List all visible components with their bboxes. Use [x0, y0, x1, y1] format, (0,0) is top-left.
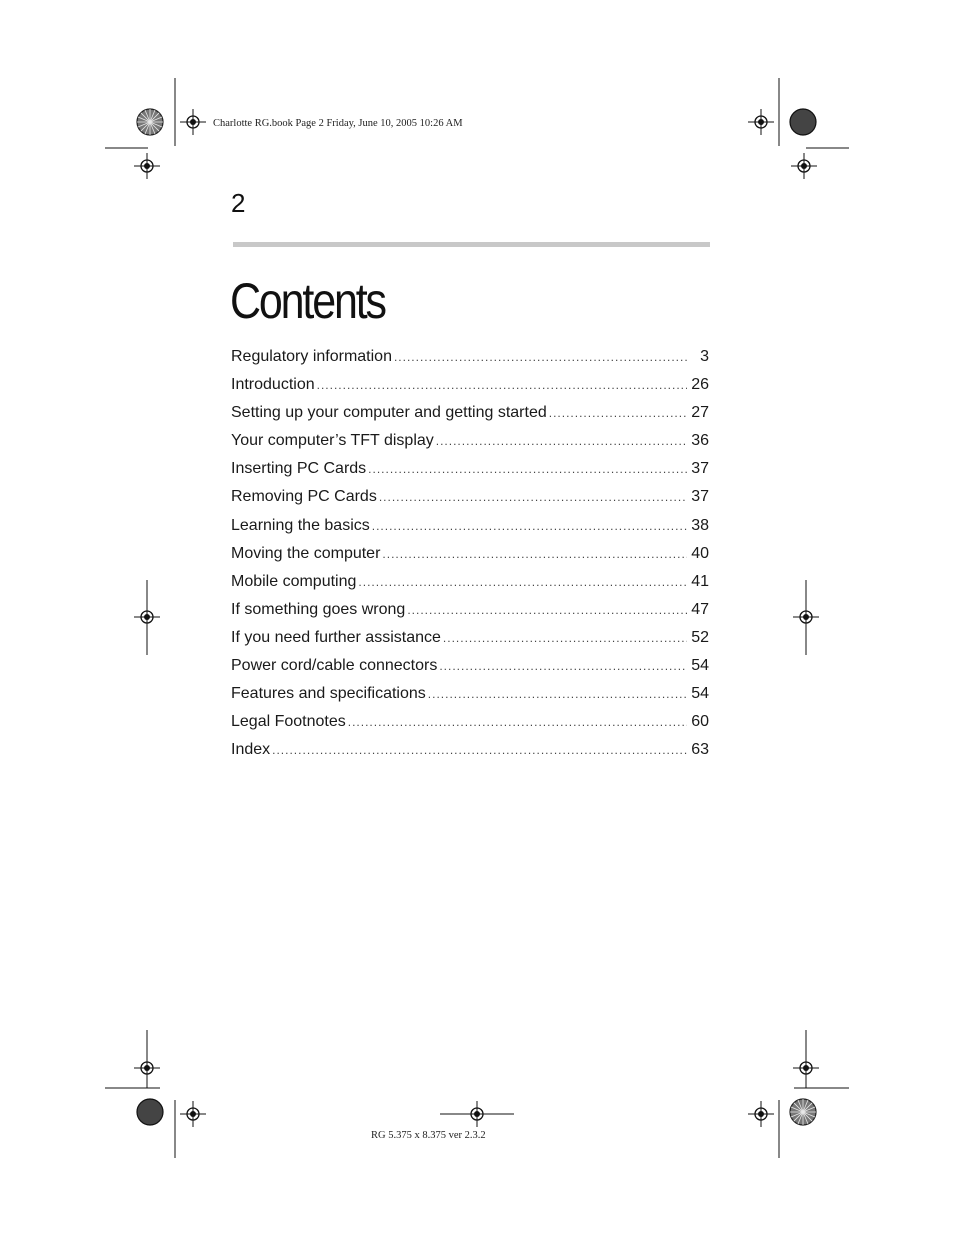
- toc-entry[interactable]: [231, 404, 709, 432]
- footer-slug: RG 5.375 x 8.375 ver 2.3.2: [371, 1130, 486, 1141]
- toc-entry[interactable]: [231, 601, 709, 629]
- toc-entry-label: Learning the basics: [231, 516, 370, 534]
- toc-entry-page: 41: [691, 572, 709, 590]
- header-slug: Charlotte RG.book Page 2 Friday, June 10, 2005 10:26 AM: [213, 118, 463, 129]
- toc-entry-page: 3: [700, 348, 709, 365]
- toc-entry-label: Inserting PC Cards: [231, 460, 367, 478]
- toc-entry[interactable]: [231, 432, 709, 460]
- toc-entry-label: Setting up your computer and getting started: [231, 404, 547, 422]
- page-title: Contents: [230, 273, 385, 329]
- toc-dot-leader: [372, 519, 687, 533]
- toc-dot-leader: [443, 631, 687, 645]
- toc-dot-leader: [439, 659, 687, 673]
- toc-entry-page: 60: [691, 713, 709, 731]
- toc-entry[interactable]: [231, 657, 709, 685]
- toc-entry-page: 63: [691, 741, 709, 759]
- toc-entry[interactable]: [231, 460, 709, 488]
- toc-entry-page: 47: [691, 600, 709, 618]
- toc-entry[interactable]: [231, 545, 709, 573]
- toc-entry-page: 38: [691, 516, 709, 534]
- toc-dot-leader: [379, 490, 687, 504]
- toc-entry-page: 52: [691, 628, 709, 646]
- toc-dot-leader: [317, 378, 687, 392]
- toc-dot-leader: [394, 350, 687, 364]
- toc-entry[interactable]: [231, 488, 709, 516]
- toc-entry-page: 40: [691, 544, 709, 562]
- toc-dot-leader: [382, 547, 687, 561]
- toc-entry-label: Removing PC Cards: [231, 488, 377, 506]
- toc-entry[interactable]: [231, 573, 709, 601]
- toc-entry-label: Power cord/cable connectors: [231, 657, 438, 675]
- toc-entry[interactable]: [231, 517, 709, 545]
- toc-entry-label: Mobile computing: [231, 572, 357, 590]
- toc-entry[interactable]: [231, 741, 709, 769]
- toc-entry-label: Legal Footnotes: [231, 713, 346, 731]
- toc-dot-leader: [358, 575, 687, 589]
- toc-entry-page: 26: [691, 376, 709, 394]
- toc-entry-label: Features and specifications: [231, 685, 426, 703]
- toc-entry-label: If you need further assistance: [231, 628, 441, 646]
- toc-entry-page: 37: [691, 460, 709, 478]
- toc-entry-label: Regulatory information: [231, 348, 392, 365]
- toc-dot-leader: [272, 743, 687, 757]
- toc-entry-page: 37: [691, 488, 709, 506]
- table-of-contents: [231, 348, 709, 769]
- toc-entry-page: 54: [691, 685, 709, 703]
- toc-entry-page: 27: [691, 404, 709, 422]
- header-rule: [233, 242, 710, 247]
- toc-dot-leader: [348, 715, 687, 729]
- toc-dot-leader: [549, 406, 687, 420]
- toc-entry[interactable]: [231, 629, 709, 657]
- toc-dot-leader: [407, 603, 687, 617]
- toc-entry[interactable]: [231, 713, 709, 741]
- toc-entry[interactable]: [231, 348, 709, 376]
- toc-dot-leader: [368, 462, 687, 476]
- toc-entry-page: 54: [691, 657, 709, 675]
- toc-entry-label: Introduction: [231, 376, 315, 394]
- toc-dot-leader: [436, 434, 687, 448]
- toc-entry-label: Your computer’s TFT display: [231, 432, 434, 450]
- toc-entry-label: Moving the computer: [231, 544, 381, 562]
- toc-entry-label: Index: [231, 741, 271, 759]
- toc-entry[interactable]: [231, 376, 709, 404]
- page-number: 2: [231, 188, 246, 218]
- toc-dot-leader: [428, 687, 687, 701]
- toc-entry-label: If something goes wrong: [231, 600, 406, 618]
- toc-entry[interactable]: [231, 685, 709, 713]
- toc-entry-page: 36: [691, 432, 709, 450]
